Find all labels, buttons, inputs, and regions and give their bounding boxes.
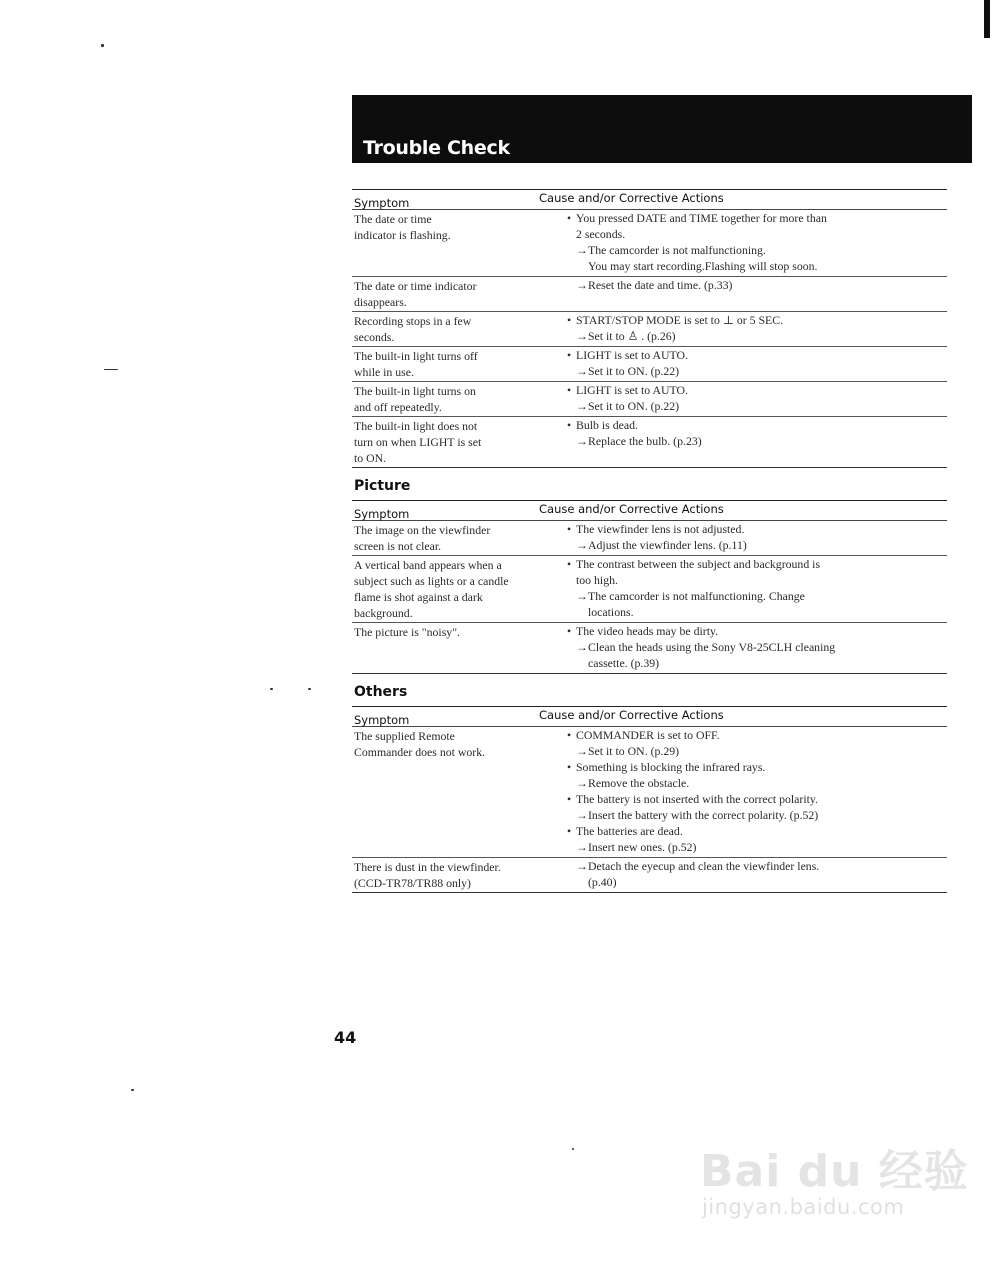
remedy-item	[567, 433, 947, 449]
watermark	[700, 1135, 970, 1245]
table-row	[352, 417, 947, 468]
symptom-line: indicator is flashing.	[354, 228, 451, 242]
section-others	[352, 684, 947, 893]
symptom-line: seconds.	[354, 330, 395, 344]
symptom-cell	[352, 858, 567, 892]
cause-item: • The batteries are dead.	[567, 823, 947, 839]
watermark-logo-text: Bai du 经验	[700, 1146, 969, 1197]
symptom-cell	[352, 277, 567, 311]
table-row	[352, 347, 947, 382]
remedy-item	[567, 858, 947, 874]
remedy-text: Detach the eyecup and clean the viewfinder lens.	[588, 859, 820, 873]
remedy-text: The camcorder is not malfunctioning.	[588, 243, 766, 257]
remedy-continuation: locations.	[588, 605, 634, 619]
symptom-line: The supplied Remote	[354, 729, 455, 743]
actions-cell	[567, 556, 947, 622]
actions-cell	[567, 210, 947, 276]
arrow-icon: →	[576, 589, 588, 603]
remedy-item	[567, 537, 947, 553]
arrow-icon: →	[576, 744, 588, 758]
symptom-line: The image on the viewfinder	[354, 523, 491, 537]
page-edge-mark	[984, 0, 990, 38]
arrow-icon: →	[576, 859, 588, 873]
remedy-text: Adjust the viewfinder lens. (p.11)	[588, 538, 747, 552]
actions-cell	[567, 417, 947, 467]
page-title: Trouble Check	[363, 137, 510, 159]
scan-speck	[101, 44, 104, 47]
symptom-line: Recording stops in a few	[354, 314, 472, 328]
symptom-line: The picture is "noisy".	[354, 625, 460, 639]
symptom-line: The built-in light turns on	[354, 384, 476, 398]
cause-continuation: too high.	[576, 573, 618, 587]
remedy-item	[567, 242, 947, 258]
actions-cell	[567, 347, 947, 381]
remedy-text: Insert the battery with the correct polarity. (p.52)	[588, 808, 819, 822]
symptom-cell	[352, 347, 567, 381]
remedy-item	[567, 807, 947, 823]
scan-speck	[572, 1148, 574, 1150]
remedy-continuation: (p.40)	[588, 875, 617, 889]
table-header	[352, 706, 947, 727]
remedy-item	[567, 398, 947, 414]
remedy-text: Clean the heads using the Sony V8-25CLH cleaning	[588, 640, 836, 654]
symptom-line: The built-in light turns off	[354, 349, 478, 363]
remedy-text: The camcorder is not malfunctioning. Change	[588, 589, 805, 603]
section-header-bar	[352, 95, 972, 163]
symptom-column-header: Symptom	[354, 713, 410, 727]
remedy-text: Set it to ON. (p.22)	[588, 364, 680, 378]
arrow-icon: →	[576, 434, 588, 448]
cause-column-header: Cause and/or Corrective Actions	[539, 191, 724, 205]
remedy-continuation: cassette. (p.39)	[588, 656, 660, 670]
cause-item: • Something is blocking the infrared rays.	[567, 759, 947, 775]
remedy-text: Reset the date and time. (p.33)	[588, 278, 733, 292]
symptom-cell	[352, 521, 567, 555]
arrow-icon: →	[576, 278, 588, 292]
scan-speck	[104, 369, 118, 370]
remedy-item	[567, 775, 947, 791]
remedy-item	[567, 743, 947, 759]
symptom-line: and off repeatedly.	[354, 400, 442, 414]
remedy-text: Insert new ones. (p.52)	[588, 840, 697, 854]
symptom-cell	[352, 312, 567, 346]
symptom-line: turn on when LIGHT is set	[354, 435, 482, 449]
cause-column-header: Cause and/or Corrective Actions	[539, 502, 724, 516]
cause-item: • Bulb is dead.	[567, 417, 947, 433]
arrow-icon: →	[576, 243, 588, 257]
symptom-line: disappears.	[354, 295, 407, 309]
arrow-icon: →	[576, 538, 588, 552]
table-row	[352, 623, 947, 674]
arrow-icon: →	[576, 640, 588, 654]
symptom-line: flame is shot against a dark	[354, 590, 483, 604]
symptom-line: (CCD-TR78/TR88 only)	[354, 876, 471, 890]
actions-cell	[567, 521, 947, 555]
actions-cell	[567, 623, 947, 673]
remedy-item	[567, 839, 947, 855]
cause-item: • The viewfinder lens is not adjusted.	[567, 521, 947, 537]
remedy-continuation: You may start recording.Flashing will stop soon.	[588, 259, 818, 273]
table-row	[352, 556, 947, 623]
cause-item: • LIGHT is set to AUTO.	[567, 347, 947, 363]
watermark-url: jingyan.baidu.com	[702, 1195, 905, 1219]
arrow-icon: →	[576, 329, 588, 343]
arrow-icon: →	[576, 808, 588, 822]
actions-cell	[567, 858, 947, 892]
table-row	[352, 858, 947, 893]
symptom-line: The date or time indicator	[354, 279, 477, 293]
remedy-item	[567, 363, 947, 379]
arrow-icon: →	[576, 776, 588, 790]
table-row	[352, 277, 947, 312]
symptom-line: Commander does not work.	[354, 745, 486, 759]
actions-cell	[567, 312, 947, 346]
section-general	[352, 189, 947, 468]
table-row	[352, 312, 947, 347]
symptom-cell	[352, 210, 567, 276]
scan-speck	[270, 688, 273, 690]
symptom-line: A vertical band appears when a	[354, 558, 502, 572]
arrow-icon: →	[576, 399, 588, 413]
symptom-line: background.	[354, 606, 413, 620]
cause-item: • START/STOP MODE is set to ⊥ or 5 SEC.	[567, 312, 947, 328]
remedy-text: Replace the bulb. (p.23)	[588, 434, 702, 448]
cause-item: • LIGHT is set to AUTO.	[567, 382, 947, 398]
cause-item: • COMMANDER is set to OFF.	[567, 727, 947, 743]
cause-continuation: 2 seconds.	[576, 227, 626, 241]
remedy-item	[567, 277, 947, 293]
table-row	[352, 521, 947, 556]
remedy-text: Set it to ON. (p.22)	[588, 399, 680, 413]
actions-cell	[567, 382, 947, 416]
symptom-line: while in use.	[354, 365, 414, 379]
scan-speck	[131, 1089, 134, 1091]
section-picture	[352, 478, 947, 674]
section-heading: Picture	[354, 478, 411, 494]
actions-cell	[567, 727, 947, 857]
remedy-item	[567, 588, 947, 604]
cause-item: • You pressed DATE and TIME together for more than	[567, 210, 947, 226]
cause-item: • The contrast between the subject and background is	[567, 556, 947, 572]
symptom-line: The built-in light does not	[354, 419, 478, 433]
arrow-icon: →	[576, 840, 588, 854]
cause-item: • The video heads may be dirty.	[567, 623, 947, 639]
table-row	[352, 727, 947, 858]
section-heading: Others	[354, 684, 408, 700]
symptom-line: There is dust in the viewfinder.	[354, 860, 501, 874]
remedy-item	[567, 328, 947, 344]
symptom-column-header: Symptom	[354, 196, 410, 210]
cause-column-header: Cause and/or Corrective Actions	[539, 708, 724, 722]
symptom-cell	[352, 417, 567, 467]
remedy-text: Set it to ♙ . (p.26)	[588, 329, 676, 343]
table-header	[352, 500, 947, 521]
symptom-cell	[352, 556, 567, 622]
remedy-text: Set it to ON. (p.29)	[588, 744, 680, 758]
symptom-cell	[352, 727, 567, 857]
actions-cell	[567, 277, 947, 311]
symptom-line: screen is not clear.	[354, 539, 442, 553]
symptom-line: subject such as lights or a candle	[354, 574, 509, 588]
remedy-item	[567, 639, 947, 655]
arrow-icon: →	[576, 364, 588, 378]
symptom-cell	[352, 623, 567, 673]
table-header	[352, 189, 947, 210]
page-number: 44	[334, 1028, 357, 1047]
symptom-column-header: Symptom	[354, 507, 410, 521]
symptom-line: to ON.	[354, 451, 387, 465]
symptom-cell	[352, 382, 567, 416]
remedy-text: Remove the obstacle.	[588, 776, 690, 790]
scan-speck	[308, 688, 311, 690]
symptom-line: The date or time	[354, 212, 432, 226]
cause-item: • The battery is not inserted with the correct polarity.	[567, 791, 947, 807]
table-row	[352, 210, 947, 277]
table-row	[352, 382, 947, 417]
